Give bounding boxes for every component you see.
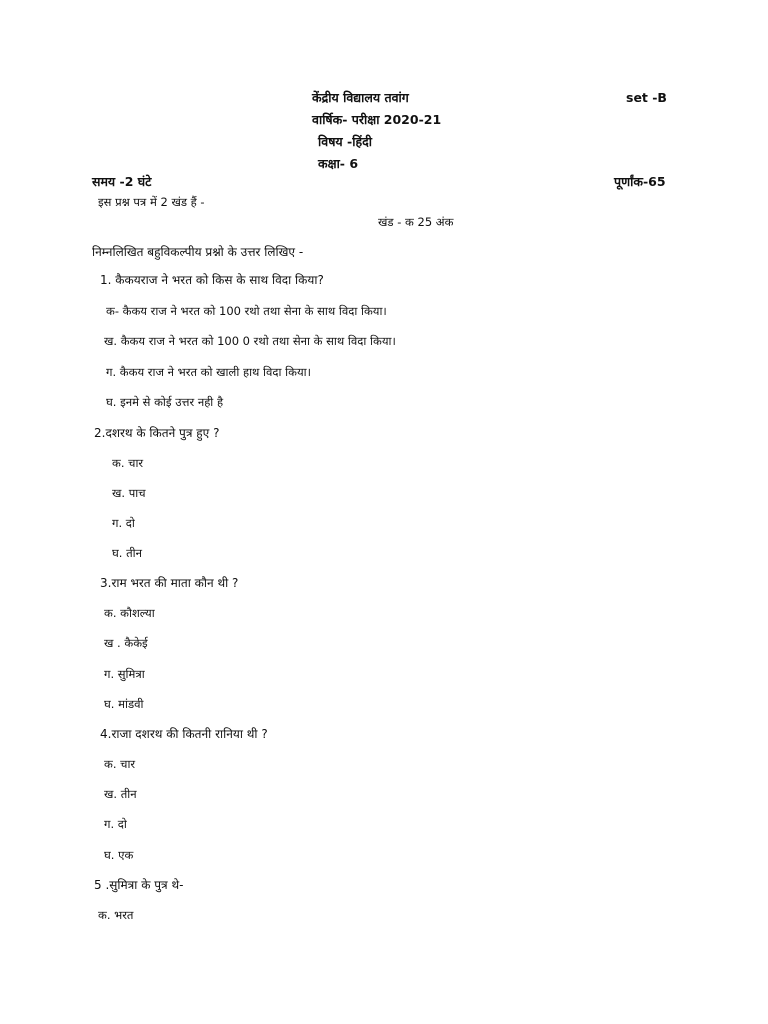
instruction-text: निम्नलिखित बहुविकल्पीय प्रश्नो के उत्तर लिखिए - [92, 245, 304, 259]
q4-option-c: ग. दो [104, 817, 127, 831]
question-4: 4.राजा दशरथ की कितनी रानिया थी ? [100, 727, 268, 741]
q4-option-b: ख. तीन [104, 787, 137, 801]
q1-option-a: क- कैकय राज ने भरत को 100 रथो तथा सेना के साथ विदा किया। [106, 304, 387, 318]
intro-text: इस प्रश्न पत्र में 2 खंड हैं - [98, 195, 205, 209]
question-5: 5 .सुमित्रा के पुत्र थे- [94, 878, 184, 892]
q4-option-d: घ. एक [104, 848, 134, 862]
set-label: set -B [626, 90, 667, 105]
question-1: 1. कैकयराज ने भरत को किस के साथ विदा किया? [100, 273, 324, 287]
q4-option-a: क. चार [104, 757, 136, 771]
school-name: केंद्रीय विद्यालय तवांग [312, 90, 409, 105]
q2-option-a: क. चार [112, 456, 144, 470]
time-label: समय -2 घंटे [92, 174, 152, 189]
question-2: 2.दशरथ के कितने पुत्र हुए ? [94, 426, 220, 440]
exam-title: वार्षिक- परीक्षा 2020-21 [312, 112, 442, 127]
section-heading: खंड - क 25 अंक [378, 215, 454, 229]
q2-option-b: ख. पाच [112, 486, 146, 500]
subject-label: विषय -हिंदी [318, 134, 372, 149]
max-marks-label: पूर्णांक-65 [614, 174, 666, 189]
q3-option-b: ख . कैकेई [104, 636, 148, 650]
q5-option-a: क. भरत [98, 908, 134, 922]
question-3: 3.राम भरत की माता कौन थी ? [100, 576, 239, 590]
q1-option-b: ख. कैकय राज ने भरत को 100 0 रथो तथा सेना के साथ विदा किया। [104, 334, 396, 348]
q3-option-a: क. कौशल्या [104, 606, 155, 620]
q1-option-d: घ. इनमे से कोई उत्तर नही है [106, 395, 224, 409]
q2-option-d: घ. तीन [112, 546, 143, 560]
q2-option-c: ग. दो [112, 516, 135, 530]
q3-option-c: ग. सुमित्रा [104, 667, 145, 681]
q1-option-c: ग. कैकय राज ने भरत को खाली हाथ विदा किया। [106, 365, 311, 379]
class-label: कक्षा- 6 [318, 156, 359, 171]
q3-option-d: घ. मांडवी [104, 697, 144, 711]
